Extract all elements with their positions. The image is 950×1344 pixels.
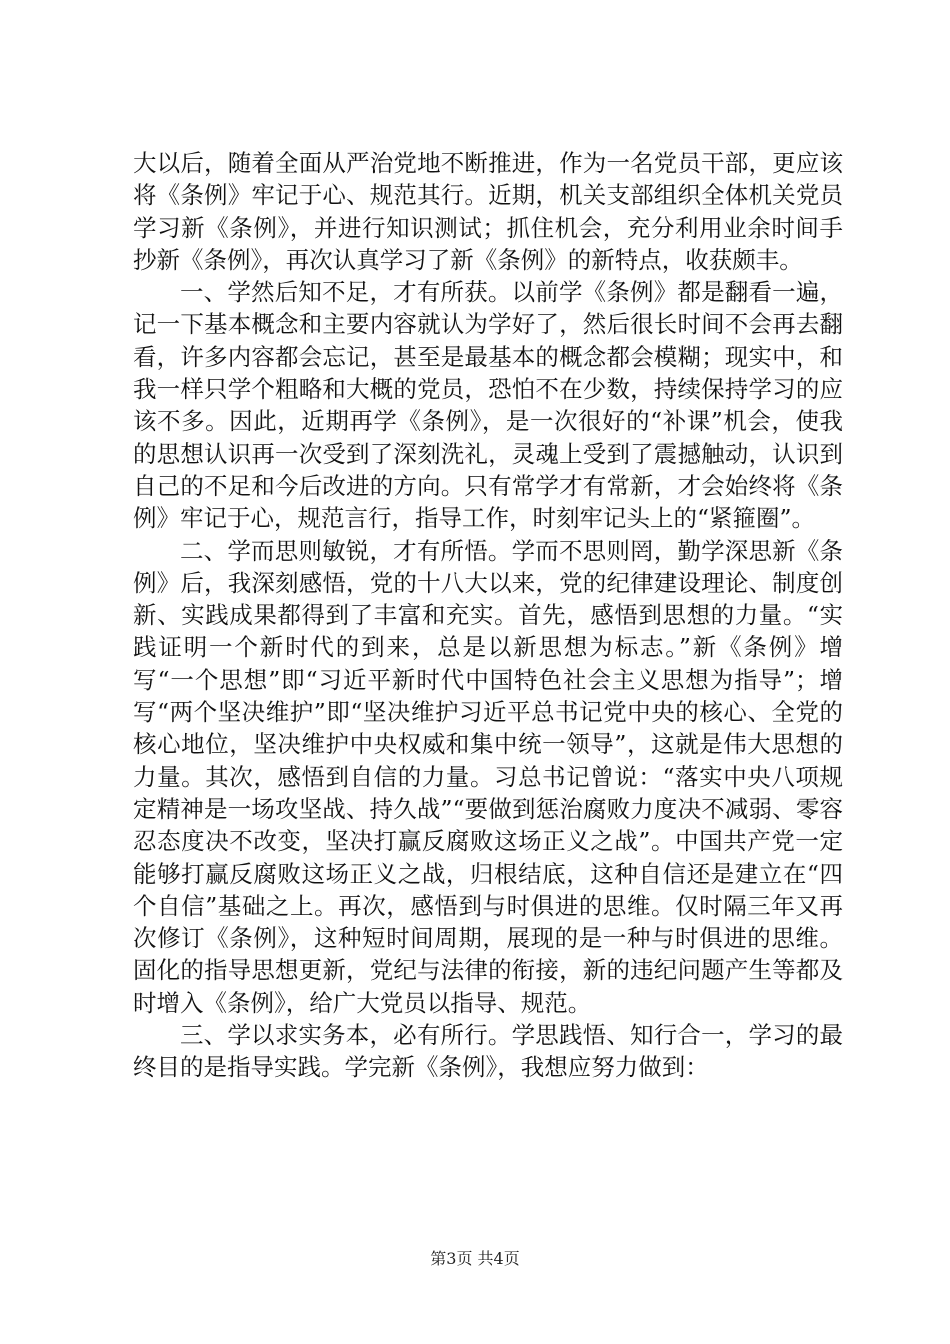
paragraph-section-three: 三、学以求实务本，必有所行。学思践悟、知行合一，学习的最终目的是指导实践。学完新《条例》，我想应努力做到： [133,1021,843,1082]
paragraph-section-one: 一、学然后知不足，才有所获。以前学《条例》都是翻看一遍，记一下基本概念和主要内容就认为学好了，然后很长时间不会再去翻看，许多内容都会忘记，甚至是最基本的概念都会模糊；现实中，和我一样只学个粗略和大概的党员，恐怕不在少数，持续保持学习的应该不多。因此，近期再学《条例》，是一次很好的“补课”机会，使我的思想认识再一次受到了深刻洗礼，灵魂上受到了震撼触动，认识到自己的不足和今后改进的方向。只有常学才有常新，才会始终将《条例》牢记于心，规范言行，指导工作，时刻牢记头上的“紧箍圈”。 [133,278,843,533]
paragraph-section-two: 二、学而思则敏锐，才有所悟。学而不思则罔，勤学深思新《条例》后，我深刻感悟，党的十八大以来，党的纪律建设理论、制度创新、实践成果都得到了丰富和充实。首先，感悟到思想的力量。“实践证明一个新时代的到来，总是以新思想为标志。”新《条例》增写“一个思想”即“习近平新时代中国特色社会主义思想为指导”；增写“两个坚决维护”即“坚决维护习近平总书记党中央的核心、全党的核心地位，坚决维护中央权威和集中统一领导”，这就是伟大思想的力量。其次，感悟到自信的力量。习总书记曾说：“落实中央八项规定精神是一场攻坚战、持久战”“要做到惩治腐败力度决不减弱、零容忍态度决不改变，坚决打赢反腐败这场正义之战”。中国共产党一定能够打赢反腐败这场正义之战，归根结底，这种自信还是建立在“四个自信”基础之上。再次，感悟到与时俱进的思维。仅时隔三年又再次修订《条例》，这种短时间周期，展现的是一种与时俱进的思维。固化的指导思想更新，党纪与法律的衔接，新的违纪问题产生等都及时增入《条例》，给广大党员以指导、规范。 [133,536,843,1017]
document-body [133,147,843,1084]
page-number-footer: 第3页 共4页 [430,1249,520,1268]
paragraph-intro-continued: 大以后，随着全面从严治党地不断推进，作为一名党员干部，更应该将《条例》牢记于心、规范其行。近期，机关支部组织全体机关党员学习新《条例》，并进行知识测试；抓住机会，充分利用业余时间手抄新《条例》，再次认真学习了新《条例》的新特点，收获颇丰。 [133,149,843,274]
